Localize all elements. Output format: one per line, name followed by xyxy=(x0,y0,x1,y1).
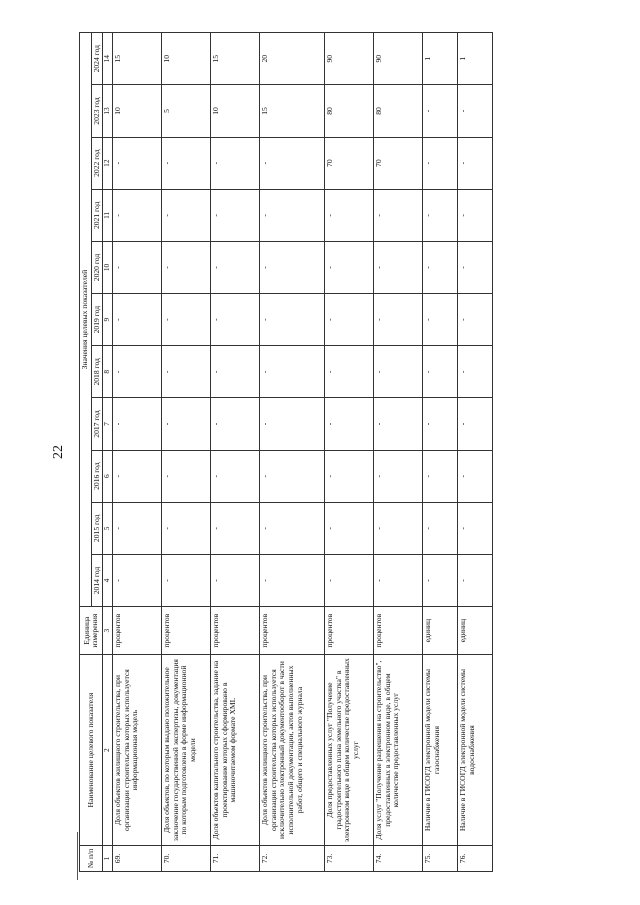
row-value: - xyxy=(259,137,324,189)
header-year: 2021 год xyxy=(91,189,103,241)
row-value: - xyxy=(373,554,422,606)
row-value: - xyxy=(259,294,324,346)
row-value: - xyxy=(422,502,457,554)
table-body xyxy=(112,33,492,872)
row-value: - xyxy=(161,398,210,450)
header-index-cell: 12 xyxy=(103,137,113,189)
row-num: 76. xyxy=(457,845,492,871)
header-name: Наименование целевого показателя xyxy=(80,655,103,846)
row-value: 20 xyxy=(259,33,324,85)
row-value: - xyxy=(112,294,161,346)
header-num: № п/п xyxy=(80,845,103,871)
row-value: - xyxy=(324,189,373,241)
row-value: - xyxy=(259,189,324,241)
row-value: 1 xyxy=(422,33,457,85)
row-value: - xyxy=(210,241,259,293)
row-value: - xyxy=(373,398,422,450)
row-value: - xyxy=(112,241,161,293)
row-num: 73. xyxy=(324,845,373,871)
row-name: Наличие в ГИСОГД электронной модели системы газоснабжения xyxy=(422,655,457,846)
row-value: - xyxy=(422,137,457,189)
header-year: 2020 год xyxy=(91,241,103,293)
header-year: 2022 год xyxy=(91,137,103,189)
row-value: - xyxy=(259,398,324,450)
row-name: Доля услуг "Получение разрешения на строительство", предоставленных в электронном виде, в общем количестве предоставленных услуг xyxy=(373,655,422,846)
row-unit: единиц xyxy=(457,607,492,655)
row-value: - xyxy=(210,554,259,606)
table-row xyxy=(112,33,161,872)
row-value: - xyxy=(210,502,259,554)
row-value: - xyxy=(324,241,373,293)
row-value: - xyxy=(457,346,492,398)
rotated-table-container xyxy=(79,32,599,872)
row-unit: процентов xyxy=(210,607,259,655)
row-value: 90 xyxy=(373,33,422,85)
row-value: - xyxy=(259,450,324,502)
row-value: 70 xyxy=(324,137,373,189)
row-value: - xyxy=(210,346,259,398)
header-year: 2019 год xyxy=(91,294,103,346)
row-value: - xyxy=(422,450,457,502)
row-num: 72. xyxy=(259,845,324,871)
row-value: - xyxy=(112,189,161,241)
header-index-row xyxy=(103,33,113,872)
table-row xyxy=(422,33,457,872)
row-value: - xyxy=(210,189,259,241)
row-value: - xyxy=(161,450,210,502)
row-value: 15 xyxy=(112,33,161,85)
row-value: - xyxy=(324,502,373,554)
header-index-cell: 1 xyxy=(103,845,113,871)
row-value: - xyxy=(457,189,492,241)
row-name: Доля объектов капитального строительства, задание на проектирование которых сформировано в машиночитаемом формате XML xyxy=(210,655,259,846)
row-value: - xyxy=(210,137,259,189)
row-value: 5 xyxy=(161,85,210,137)
row-value: - xyxy=(457,137,492,189)
row-value: - xyxy=(259,241,324,293)
row-value: - xyxy=(324,294,373,346)
row-unit: процентов xyxy=(161,607,210,655)
header-index-cell: 6 xyxy=(103,450,113,502)
row-value: - xyxy=(210,398,259,450)
row-value: - xyxy=(161,137,210,189)
row-name: Доля объектов, по которым выдано положительное заключение государственной экспертизы, документация по которым подготовлена в форме информационной модели xyxy=(161,655,210,846)
table-row xyxy=(210,33,259,872)
row-num: 75. xyxy=(422,845,457,871)
header-index-cell: 13 xyxy=(103,85,113,137)
header-index-cell: 8 xyxy=(103,346,113,398)
row-value: - xyxy=(161,346,210,398)
row-unit: процентов xyxy=(373,607,422,655)
header-index-cell: 5 xyxy=(103,502,113,554)
row-value: - xyxy=(161,294,210,346)
row-value: - xyxy=(373,189,422,241)
row-value: 10 xyxy=(112,85,161,137)
header-year: 2023 год xyxy=(91,85,103,137)
row-value: - xyxy=(373,241,422,293)
page-number: 22 xyxy=(51,445,66,459)
row-value: 1 xyxy=(457,33,492,85)
row-value: - xyxy=(457,554,492,606)
row-value: - xyxy=(324,450,373,502)
row-name: Доля объектов жилищного строительства, при организации строительства которых используется информационная модель xyxy=(112,655,161,846)
header-year: 2016 год xyxy=(91,450,103,502)
header-year: 2024 год xyxy=(91,33,103,85)
row-value: - xyxy=(373,346,422,398)
row-num: 70. xyxy=(161,845,210,871)
row-value: - xyxy=(210,294,259,346)
header-index-cell: 7 xyxy=(103,398,113,450)
header-index-cell: 4 xyxy=(103,554,113,606)
table-row xyxy=(373,33,422,872)
row-value: - xyxy=(457,241,492,293)
header-index-cell: 9 xyxy=(103,294,113,346)
row-num: 69. xyxy=(112,845,161,871)
row-value: - xyxy=(457,502,492,554)
row-value: - xyxy=(422,398,457,450)
row-name: Доля объектов жилищного строительства, при организации строительства которых используется исключительно электронный документооборот в части исполнительной документации, актов выполненных работ, общего и специального журнала xyxy=(259,655,324,846)
row-unit: процентов xyxy=(324,607,373,655)
row-value: 15 xyxy=(259,85,324,137)
row-value: 80 xyxy=(373,85,422,137)
row-value: - xyxy=(161,502,210,554)
header-year: 2014 год xyxy=(91,554,103,606)
row-value: - xyxy=(324,554,373,606)
row-name: Доля предоставленных услуг "Получение градостроительного плана земельного участка" в электронном виде в общем количестве предоставленных услуг xyxy=(324,655,373,846)
row-unit: процентов xyxy=(112,607,161,655)
table-row xyxy=(161,33,210,872)
row-value: 70 xyxy=(373,137,422,189)
row-value: - xyxy=(112,554,161,606)
row-value: - xyxy=(422,189,457,241)
row-value: - xyxy=(373,502,422,554)
row-value: - xyxy=(210,450,259,502)
header-unit: Единица измерения xyxy=(80,607,103,655)
header-year: 2017 год xyxy=(91,398,103,450)
row-value: - xyxy=(457,85,492,137)
table-row xyxy=(324,33,373,872)
row-value: - xyxy=(457,450,492,502)
row-unit: единиц xyxy=(422,607,457,655)
row-value: - xyxy=(373,450,422,502)
row-num: 71. xyxy=(210,845,259,871)
row-value: - xyxy=(422,294,457,346)
header-values-group: Значения целевых показателей xyxy=(80,33,92,607)
row-value: - xyxy=(422,241,457,293)
row-value: - xyxy=(161,241,210,293)
row-value: - xyxy=(161,554,210,606)
margin-mark xyxy=(77,832,78,880)
row-value: - xyxy=(259,554,324,606)
row-value: 80 xyxy=(324,85,373,137)
row-value: 90 xyxy=(324,33,373,85)
row-value: - xyxy=(457,398,492,450)
row-value: - xyxy=(259,502,324,554)
row-value: - xyxy=(422,346,457,398)
header-index-cell: 10 xyxy=(103,241,113,293)
row-value: - xyxy=(161,189,210,241)
header-index-cell: 14 xyxy=(103,33,113,85)
header-year: 2015 год xyxy=(91,502,103,554)
indicators-table xyxy=(79,32,493,872)
row-value: - xyxy=(112,398,161,450)
row-value: 10 xyxy=(161,33,210,85)
row-value: - xyxy=(259,346,324,398)
header-index-cell: 2 xyxy=(103,655,113,846)
row-unit: процентов xyxy=(259,607,324,655)
row-value: - xyxy=(457,294,492,346)
table-row xyxy=(259,33,324,872)
row-value: - xyxy=(112,137,161,189)
row-value: - xyxy=(324,346,373,398)
row-value: - xyxy=(112,502,161,554)
row-value: - xyxy=(373,294,422,346)
table-row xyxy=(457,33,492,872)
row-value: 15 xyxy=(210,33,259,85)
header-index-cell: 3 xyxy=(103,607,113,655)
row-name: Наличие в ГИСОГД электронной модели системы водоснабжения xyxy=(457,655,492,846)
row-value: - xyxy=(422,85,457,137)
row-value: - xyxy=(324,398,373,450)
row-value: - xyxy=(422,554,457,606)
row-value: 10 xyxy=(210,85,259,137)
row-num: 74. xyxy=(373,845,422,871)
header-year: 2018 год xyxy=(91,346,103,398)
header-index-cell: 11 xyxy=(103,189,113,241)
row-value: - xyxy=(112,450,161,502)
row-value: - xyxy=(112,346,161,398)
